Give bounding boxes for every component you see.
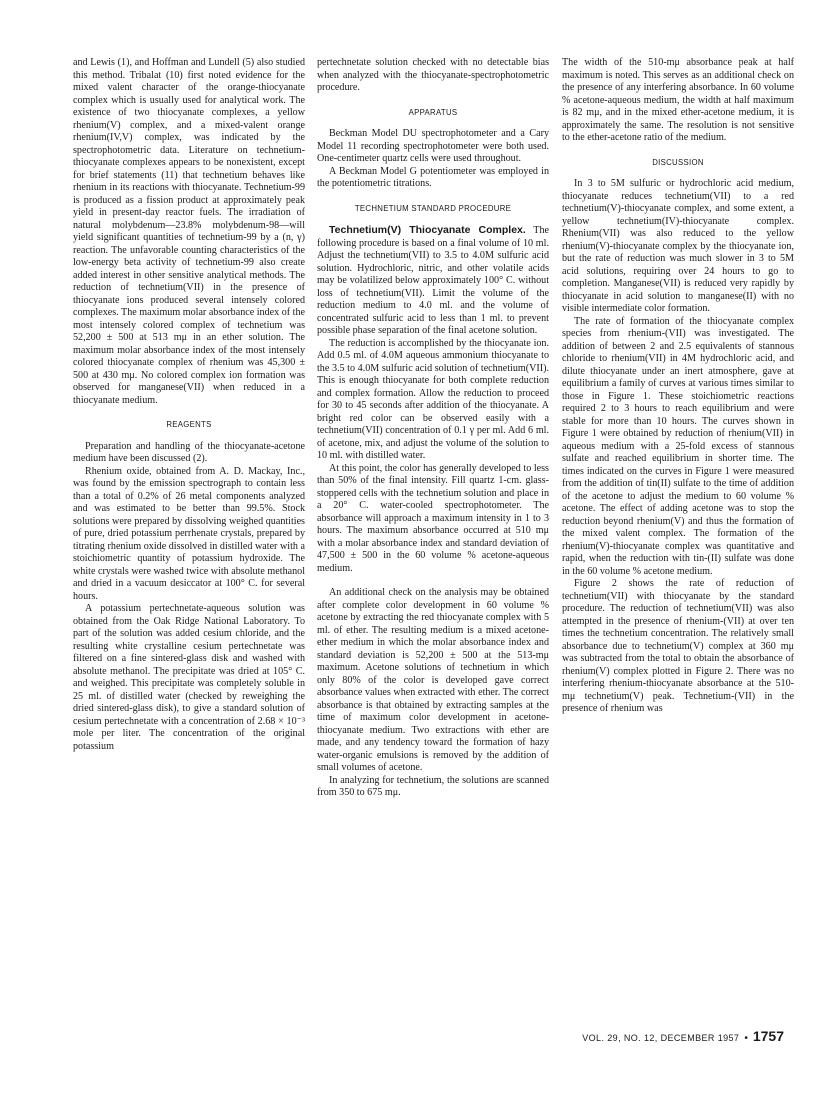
- body-paragraph: Preparation and handling of the thiocyanate-acetone medium have been discussed (2).: [73, 440, 305, 464]
- body-paragraph: A potassium pertechnetate-aqueous solution was obtained from the Oak Ridge National Laboratory. To part of the solution was added cesium chloride, and the resulting white crystalline cesium pertechnetate was filtered on a fine sintered-glass disk and washed with absolute methanol. The precipitate was dried at 105° C. and weighed. This precipitate was completely soluble in 25 ml. of distilled water (checked by reweighing the dried sintered-glass disk), to give a standard solution of cesium pertechnetate with a concentration of 2.68 × 10⁻³ mole per liter. The concentration of the original potassium: [73, 603, 305, 752]
- section-heading: DISCUSSION: [652, 157, 704, 167]
- text-column-2: [317, 57, 549, 800]
- run-in-heading: Technetium(V) Thiocyanate Complex.: [329, 224, 526, 236]
- body-paragraph: pertechnetate solution checked with no detectable bias when analyzed with the thiocyanate-spectrophotometric procedure.: [317, 57, 549, 93]
- body-paragraph: In 3 to 5M sulfuric or hydrochloric acid medium, thiocyanate reduces technetium(VII) to a red technetium(V)-thiocyanate complex, and some extent, a yellow technetium(IV)-thiocyanate complex. Rhenium(VII) was also reduced to the yellow rhenium(V)-thiocyanate complex by the thiocyanate ion, but the rate of reduction was much slower in 3 to 5M acid solutions, requiring over 24 hours to go to completion. Manganese(VII) is reduced very rapidly by thiocyanate in acid solution to manganese(II) with no visible intermediate color formation.: [562, 178, 794, 314]
- body-paragraph: The width of the 510-mμ absorbance peak at half maximum is noted. This serves as an additional check on the presence of any interfering absorbance. In 60 volume % acetone-aqueous medium, the width at half maximum is 82 mμ, and in the mixed ether-acetone medium, it is approximately the same. The resolution is not sensitive to the ether-acetone ratio of the medium.: [562, 57, 794, 143]
- journal-volume-info: VOL. 29, NO. 12, DECEMBER 1957: [582, 1033, 740, 1043]
- body-paragraph: The reduction is accomplished by the thiocyanate ion. Add 0.5 ml. of 4.0M aqueous ammonium thiocyanate to the 3.5 to 4.0M sulfuric acid solution of technetium(VII). This is enough thiocyanate for both complete reduction and complex formation. Allow the reduction to proceed for 30 to 45 seconds after addition of the thiocyanate. A bright red color can be observed easily with a technetium(VII) concentration of 0.1 γ per ml. Add 6 ml. of acetone, mix, and adjust the volume of the solution to 10 ml. with distilled water.: [317, 337, 549, 461]
- body-paragraph: At this point, the color has generally developed to less than 50% of the final intensity. Fill quartz 1-cm. glass-stoppered cells with the technetium solution and place in a 20° C. water-cooled spectrophotometer. The absorbance will approach a maximum intensity in 1 to 3 hours. The maximum absorbance occurred at 510 mμ with a molar absorbance index and standard deviation of 47,500 ± 500 in the 60 volume % acetone-aqueous medium.: [317, 462, 549, 574]
- section-heading: APPARATUS: [408, 107, 458, 117]
- body-paragraph: A Beckman Model G potentiometer was employed in the potentiometric titrations.: [317, 165, 549, 189]
- body-paragraph: and Lewis (1), and Hoffman and Lundell (5) also studied this method. Tribalat (10) first noted evidence for the mixed valent character of the orange-thiocyanate complex which is usually used for analytical work. The existence of two thiocyanate complexes, a yellow rhenium(V) complex, and a mixed-valent orange rhenium(IV,V) complex, was indicated by the spectrophotometric data. Literature on technetium-thiocyanate complexes appears to be nonexistent, except for brief statements (11) that technetium behaves like rhenium in its reactions with thiocyanate. Technetium-99 is produced as a fission product at approximately peak yield in present-day reactor fuels. The irradiation of natural molybdenum—23.8% molybdenum-98—will yield significant quantities of technetium-99 by a (n, γ) reaction. The unfavorable counting characteristics of the low-energy beta activity of technetium-99 also create added interest in other sensitive analytical methods. The reduction of technetium(VII) in the presence of thiocyanate ions produced several intensely colored complexes. The maximum molar absorbance index of the most intensely colored complex of technetium was 52,200 ± 500 at 513 mμ in an ether solution. The maximum molar absorbance index of the most intensely colored thiocyanate complex of rhenium was 45,300 ± 500 at 430 mμ. No colored complex ion formation was observed for manganese(VII) when reduced in a thiocyanate medium.: [73, 57, 305, 406]
- body-paragraph: In analyzing for technetium, the solutions are scanned from 350 to 675 mμ.: [317, 774, 549, 798]
- body-paragraph: The rate of formation of the thiocyanate complex species from rhenium-(VII) was investigated. The addition of between 2 and 2.5 equivalents of stannous chloride to rhenium(VII) in 4M hydrochloric acid, and dilute thiocyanate under an inert atmosphere, gave at equilibrium a family of curves at various times similar to those in Figure 1. These stoichiometric reactions required 2 to 3 hours to reach equilibrium and were stable for more than 10 hours. The curves shown in Figure 1 were obtained by reduction of rhenium(VII) in aqueous medium with a 25-fold excess of stannous sulfate and reached equilibrium in shorter time. The times indicated on the curves in Figure 1 were measured from the addition of tin(II) sulfate to the time of addition of the acetone to adjust the medium to 60 volume % acetone. The effect of adding acetone was to stop the reduction beyond rhenium(V) and thus the formation of the mixed valent complex. The formation of the rhenium(V)-thiocyanate complex was quantitative and rapid, when the reduction with tin-(II) sulfate was done in the 60 volume % acetone medium.: [562, 315, 794, 577]
- body-paragraph: An additional check on the analysis may be obtained after complete color development in 60 volume % acetone by extracting the red thiocyanate complex with 5 ml. of ether. The resulting medium is a mixed acetone-ether medium in which the molar absorbance index and standard deviation is 52,200 ± 500 at the 513-mμ maximum. Acetone solutions of technetium in which only 80% of the color is developed gave correct absorbance values when extracted with ether. The correct absorbance is that obtained by extracting samples at the time of maximum color development in acetone-thiocyanate medium. Two extractions with ether are made, and any tendency toward the formation of hazy water-organic emulsions is removed by the addition of small volumes of acetone.: [317, 587, 549, 773]
- paragraph-text: The following procedure is based on a final volume of 10 ml. Adjust the technetium(VII) to 3.5 to 4.0M sulfuric acid solution. Hydrochloric, nitric, and other volatile acids may be volatilized below approximately 100° C. without loss of technetium(VII). Limit the volume of the reduction medium to 4.0 ml. and the volume of concentrated sulfuric acid to less than 1 ml. to prevent possible phase separation of the final acetone solution.: [317, 225, 549, 336]
- body-paragraph: [317, 224, 549, 338]
- body-paragraph: Figure 2 shows the rate of reduction of technetium(VII) with thiocyanate by the standard procedure. The reduction of technetium(VII) was also attempted in the presence of rhenium-(VII) at over ten times the technetium concentration. The relatively small absorbance due to technetium(V) complex at 360 mμ was subtracted from the total to obtain the absorbance of rhenium(V) complex plotted in Figure 2. There was no interfering rhenium-thiocyanate absorbance at the 510-mμ technetium(V) peak. Technetium-(VII) in the presence of rhenium was: [562, 578, 794, 714]
- body-paragraph: Beckman Model DU spectrophotometer and a Cary Model 11 recording spectrophotometer were both used. One-centimeter quartz cells were used throughout.: [317, 128, 549, 164]
- section-heading: TECHNETIUM STANDARD PROCEDURE: [354, 203, 512, 213]
- text-column-3: [562, 57, 794, 716]
- page-number: 1757: [752, 1028, 784, 1044]
- text-column-1: [73, 57, 305, 753]
- page-footer: [562, 1028, 784, 1046]
- body-paragraph: Rhenium oxide, obtained from A. D. Mackay, Inc., was found by the emission spectrograph to contain less than a total of 0.2% of 26 metal components analyzed and was estimated to be better than 99.5%. Stock solutions were prepared by dissolving weighed quantities of pure, dried potassium perrhenate crystals, prepared by titrating rhenium oxide dissolved in distilled water with a stoichiometric quantity of potassium hydroxide. The white crystals were washed twice with absolute methanol and dried in a vacuum desiccator at 100° C. for several hours.: [73, 465, 305, 602]
- footer-bullet: •: [744, 1033, 748, 1044]
- section-heading: REAGENTS: [166, 420, 212, 429]
